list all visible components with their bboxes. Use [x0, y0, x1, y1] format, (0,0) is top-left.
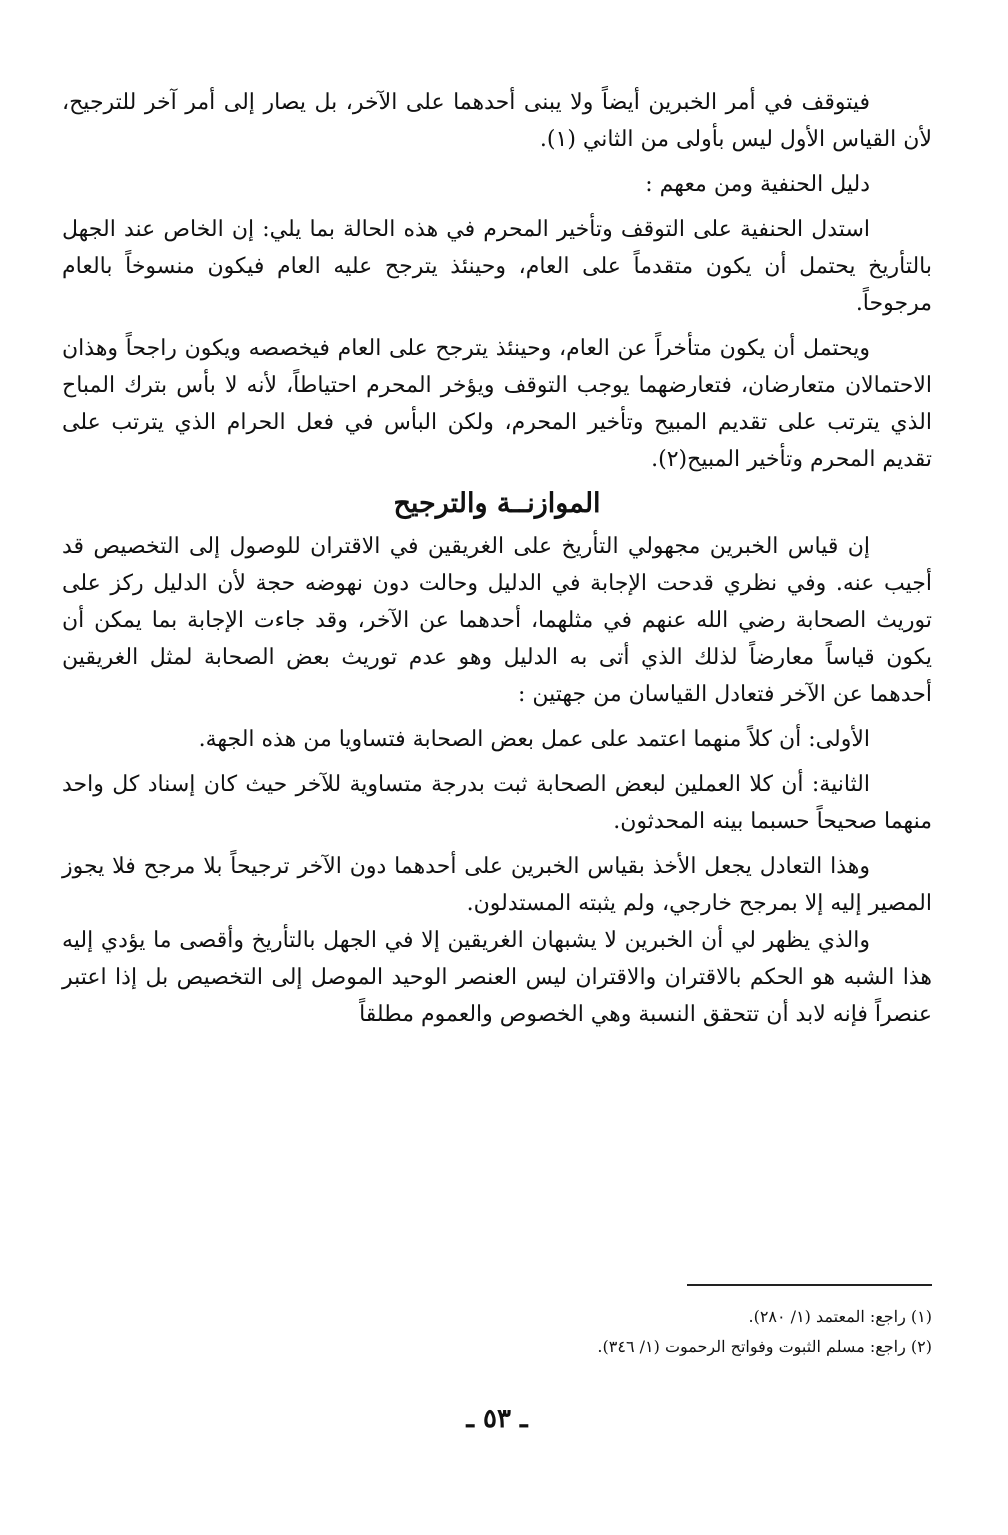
main-text — [62, 84, 932, 1033]
paragraph-8: وهذا التعادل يجعل الأخذ بقياس الخبرين على أحدهما دون الآخر ترجيحاً بلا مرجح فلا يجوز المصير إليه إلا بمرجح خارجي، ولم يثبته المستدلون. — [62, 854, 932, 916]
document-page — [62, 84, 932, 1464]
paragraph-6: الأولى: أن كلاً منهما اعتمد على عمل بعض الصحابة فتساويا من هذه الجهة. — [198, 727, 870, 752]
footnote-1: (١) راجع: المعتمد (١/ ٢٨٠). — [748, 1307, 932, 1326]
paragraph-9: والذي يظهر لي أن الخبرين لا يشبهان الغريقين إلا في الجهل بالتأريخ وأقصى ما يؤدي إليه هذا الشبه هو الحكم بالاقتران والاقتران ليس العنصر الوحيد الموصل إلى التخصيص بل إذا اعتبر عنصراً فإنه لابد أن تتحقق النسبة وهي الخصوص والعموم مطلقاً — [62, 928, 932, 1027]
footnote-2: (٢) راجع: مسلم الثبوت وفواتح الرحموت (١/ ٣٤٦). — [597, 1337, 932, 1356]
footnotes — [62, 1302, 932, 1362]
paragraph-7: الثانية: أن كلا العملين لبعض الصحابة ثبت بدرجة متساوية للآخر حيث كان إسناد كل واحد منهما صحيحاً حسبما بينه المحدثون. — [62, 772, 932, 834]
paragraph-3: استدل الحنفية على التوقف وتأخير المحرم في هذه الحالة بما يلي: إن الخاص عند الجهل بالتأريخ يحتمل أن يكون متقدماً على العام، وحينئذ يترجح عليه العام فيكون منسوخاً بالعام مرجوحاً. — [62, 217, 932, 316]
footnote-separator — [687, 1284, 932, 1286]
paragraph-2-heading: دليل الحنفية ومن معهم : — [645, 172, 870, 197]
page-number: ـ ٥٣ ـ — [466, 1404, 528, 1434]
paragraph-5: إن قياس الخبرين مجهولي التأريخ على الغريقين في الاقتران للوصول إلى التخصيص قد أجيب عنه. وفي نظري قدحت الإجابة في الدليل وحالت دون نهوضه حجة لأن الدليل ركز على توريث الصحابة رضي الله عنهم في مثلهما، أحدهما عن الآخر، وقد جاءت الإجابة بما يمكن أن يكون قياساً معارضاً لذلك الذي أتى به الدليل وهو عدم توريث بعض الصحابة لمثل الغريقين أحدهما عن الآخر فتعادل القياسان من جهتين : — [62, 534, 933, 707]
paragraph-4: ويحتمل أن يكون متأخراً عن العام، وحينئذ يترجح على العام فيخصصه ويكون راجحاً وهذان الاحتمالان متعارضان، فتعارضهما يوجب التوقف ويؤخر المحرم احتياطاً، لأنه لا بأس بترك المباح الذي يترتب على تقديم المبيح وتأخير المحرم، ولكن البأس في فعل الحرام الذي يترتب على تقديم المحرم وتأخير المبيح(٢). — [62, 336, 932, 472]
section-title: الموازنــة والترجيح — [393, 488, 601, 519]
paragraph-1: فيتوقف في أمر الخبرين أيضاً ولا يبنى أحدهما على الآخر، بل يصار إلى أمر آخر للترجيح، لأن القياس الأول ليس بأولى من الثاني (١). — [62, 90, 932, 152]
